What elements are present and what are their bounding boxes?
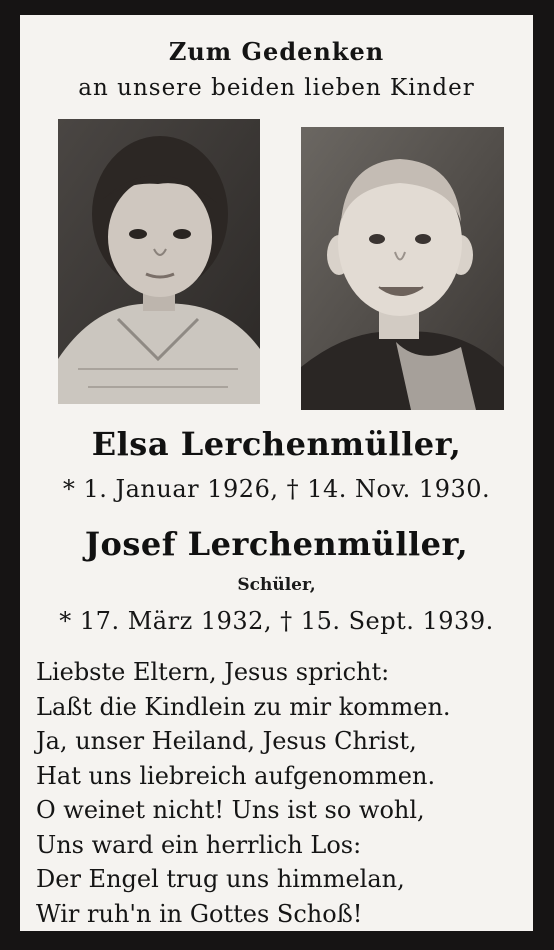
person-name-elsa: Elsa Lerchenmüller, (91, 425, 462, 463)
person-occupation-josef: Schüler, (237, 575, 316, 595)
poem-line: Der Engel trug uns himmelan, (36, 865, 405, 893)
person-name-josef: Josef Lerchenmüller, (84, 525, 469, 563)
photo-boy (301, 127, 504, 410)
poem-line: O weinet nicht! Uns ist so wohl, (36, 796, 425, 824)
card-heading: Zum Gedenken (168, 37, 385, 66)
poem-line: Wir ruh'n in Gottes Schoß! (36, 899, 363, 928)
card-paper (20, 15, 533, 931)
poem-line: Ja, unser Heiland, Jesus Christ, (36, 727, 417, 755)
poem-line: Laßt die Kindlein zu mir kommen. (36, 692, 451, 721)
poem-line: Hat uns liebreich aufgenommen. (36, 761, 436, 790)
poem-line: Liebste Eltern, Jesus spricht: (36, 658, 390, 686)
person-dates-elsa: * 1. Januar 1926, † 14. Nov. 1930. (62, 475, 491, 503)
card-subheading: an unsere beiden lieben Kinder (78, 75, 475, 101)
person-dates-josef: * 17. März 1932, † 15. Sept. 1939. (59, 607, 494, 635)
poem-line: Uns ward ein herrlich Los: (36, 830, 362, 859)
memorial-poem (36, 655, 526, 931)
photo-girl (58, 119, 260, 404)
